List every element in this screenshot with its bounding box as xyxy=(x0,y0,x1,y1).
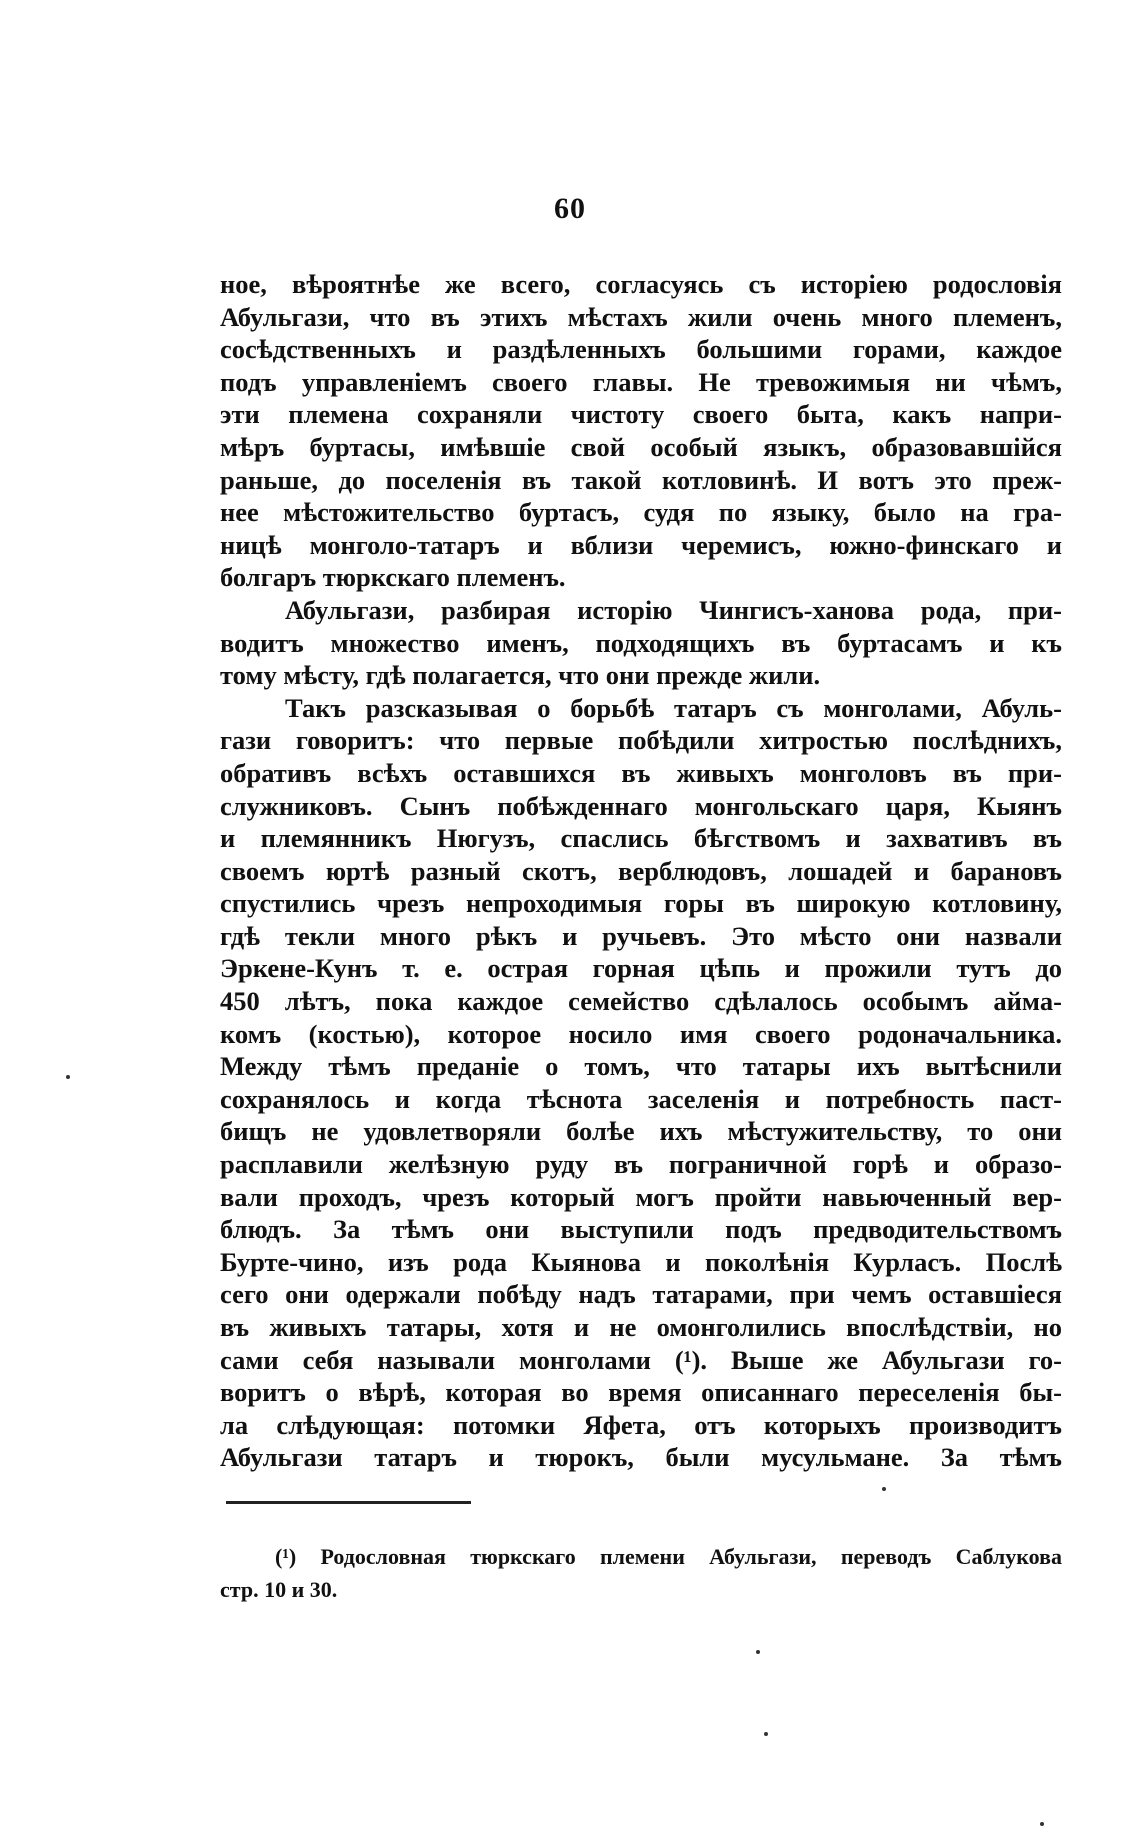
text-line: сами себя называли монголами (¹). Выше же Абульгази го- xyxy=(220,1344,1062,1375)
text-line: болгаръ тюркскаго племенъ. xyxy=(220,562,566,593)
text-line: въ живыхъ татары, хотя и не омонголились впослѣдствіи, но xyxy=(220,1312,1062,1342)
page-number: 60 xyxy=(554,192,586,225)
footnote xyxy=(220,1540,1062,1606)
paper-speck xyxy=(756,1650,760,1654)
text-line: своемъ юртѣ разный скотъ, верблюдовъ, лошадей и барановъ xyxy=(220,855,1062,886)
footnote-line: стр. 10 и 30. xyxy=(220,1577,338,1602)
text-line: подъ управленіемъ своего главы. Не тревожимыя ни чѣмъ, xyxy=(220,366,1062,397)
text-line: тому мѣсту, гдѣ полагается, что они прежде жили. xyxy=(220,660,821,691)
text-line: вали проходъ, чрезъ который могъ пройти навьюченный вер- xyxy=(220,1181,1062,1212)
body-text xyxy=(220,268,1062,1474)
text-line: расплавили желѣзную руду въ пограничной горѣ и образо- xyxy=(220,1149,1062,1180)
text-line: эти племена сохраняли чистоту своего быта, какъ напри- xyxy=(220,399,1062,430)
paper-speck xyxy=(66,1075,70,1079)
text-line: Абульгази, что въ этихъ мѣстахъ жили очень много племенъ, xyxy=(220,301,1062,332)
paragraph-start-line: Такъ разсказывая о борьбѣ татаръ съ монголами, Абуль- xyxy=(285,692,1062,723)
text-line: блюдъ. За тѣмъ они выступили подъ предводительствомъ xyxy=(220,1214,1062,1245)
text-line: и племянникъ Нюгузъ, спаслись бѣгствомъ и захвативъ въ xyxy=(220,823,1062,854)
text-line: спустились чрезъ непроходимыя горы въ широкую котловину, xyxy=(220,888,1062,919)
footnote-line: (¹) Родословная тюркскаго племени Абульгази, переводъ Саблукова xyxy=(275,1544,1062,1569)
text-line: комъ (костью), которое носило имя своего родоначальника. xyxy=(220,1018,1062,1049)
footnote-separator xyxy=(226,1501,471,1504)
paper-speck xyxy=(764,1732,768,1736)
text-line: 450 лѣтъ, пока каждое семейство сдѣлалось особымъ аймa- xyxy=(220,986,1062,1017)
text-line: воритъ о вѣрѣ, которая во время описаннаго переселенія бы- xyxy=(220,1377,1062,1408)
paper-speck xyxy=(1040,1822,1044,1826)
text-line: ное, вѣроятнѣе же всего, согласуясь съ исторіею родословія xyxy=(220,269,1062,299)
text-line: бищъ не удовлетворяли болѣе ихъ мѣстужительству, то они xyxy=(220,1116,1062,1147)
text-line: мѣръ буртасы, имѣвшіе свой особый языкъ, образовавшійся xyxy=(220,431,1062,462)
text-line: обративъ всѣхъ оставшихся въ живыхъ монголовъ въ при- xyxy=(220,757,1062,788)
text-line: сего они одержали побѣду надъ татарами, при чемъ оставшіеся xyxy=(220,1279,1062,1310)
text-line: ницѣ монголо-татаръ и вблизи черемисъ, южно-финскаго и xyxy=(220,529,1062,560)
paragraph-start-line: Абульгази, разбирая исторію Чингисъ-ханова рода, при- xyxy=(285,594,1062,625)
text-line: Эркене-Кунъ т. е. острая горная цѣпь и прожили тутъ до xyxy=(220,953,1062,984)
paper-speck xyxy=(882,1487,886,1491)
text-line: сосѣдственныхъ и раздѣленныхъ большими горами, каждое xyxy=(220,334,1062,365)
text-line: сохранялось и когда тѣснота заселенія и потребность паст- xyxy=(220,1083,1062,1114)
text-line: Между тѣмъ преданіе о томъ, что татары ихъ вытѣснили xyxy=(220,1051,1062,1082)
text-line: водитъ множество именъ, подходящихъ въ буртасамъ и къ xyxy=(220,627,1062,658)
text-line: раньше, до поселенія въ такой котловинѣ. И вотъ это преж- xyxy=(220,464,1062,495)
text-line: гдѣ текли много рѣкъ и ручьевъ. Это мѣсто они назвали xyxy=(220,920,1062,951)
text-line: служниковъ. Сынъ побѣжденнаго монгольскаго царя, Кыянъ xyxy=(220,790,1062,821)
text-line: Бурте-чино, изъ рода Кыянова и поколѣнія Курласъ. Послѣ xyxy=(220,1246,1062,1277)
text-line: Абульгази татаръ и тюрокъ, были мусульмане. За тѣмъ xyxy=(220,1442,1062,1473)
text-line: нее мѣстожительство буртасъ, судя по языку, было на гра- xyxy=(220,497,1062,528)
text-line: гази говоритъ: что первые побѣдили хитростью послѣднихъ, xyxy=(220,725,1062,756)
text-line: ла слѣдующая: потомки Яфета, отъ которыхъ производитъ xyxy=(220,1409,1062,1440)
